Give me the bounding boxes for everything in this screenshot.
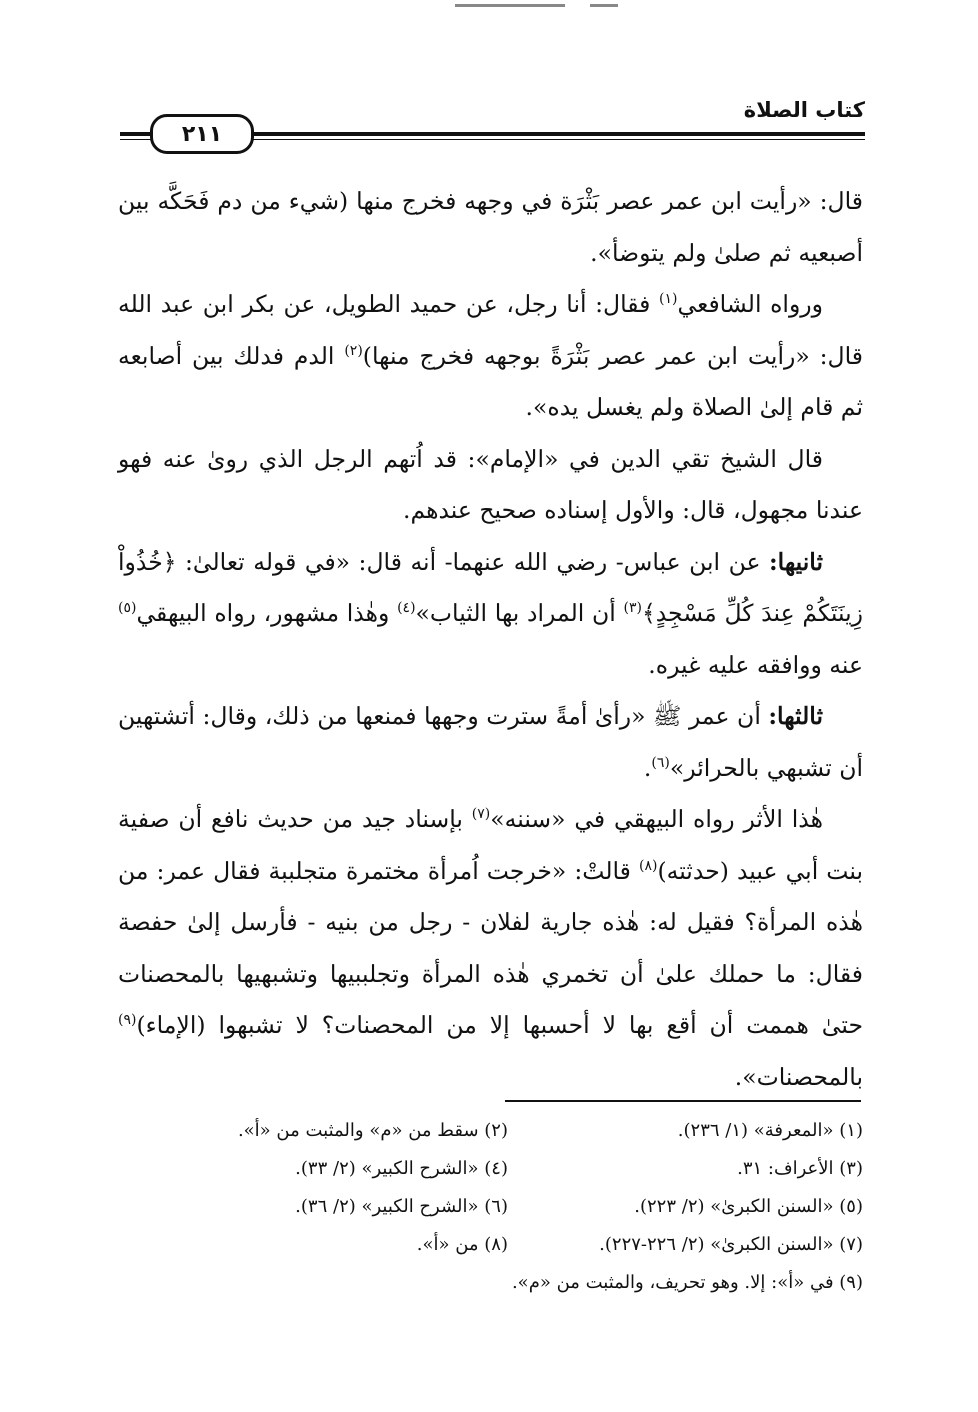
footnotes — [118, 1112, 863, 1302]
section-lead: ثانيها: — [769, 547, 823, 576]
section-lead: ثالثها: — [768, 702, 823, 730]
footnote: (١) «المعرفة» (١/ ٢٣٦). — [677, 1120, 863, 1141]
page-header — [120, 96, 865, 148]
footnote-ref[interactable]: (٧) — [471, 806, 491, 822]
footnote: (٧) «السنن الكبرىٰ» (٢/ ٢٢٦-٢٢٧). — [599, 1234, 863, 1255]
page-number-text: ٢١١ — [181, 121, 223, 147]
footnote-ref[interactable]: (٩) — [118, 1012, 137, 1028]
footnote-ref[interactable]: (٤) — [397, 600, 416, 616]
main-text — [118, 176, 863, 1103]
paragraph: ثالثها: أن عمر ﷺ «رأىٰ أمةً سترت وجهها فمنعها من ذلك، وقال: أتشتهين أن تشبهي بالحرائر»$^{(٦)}$. — [118, 702, 863, 782]
paragraph: قال الشيخ تقي الدين في «الإمام»: قد اُتهم الرجل الذي رویٰ عنه فهو عندنا مجهول، قال: والأول إسناده صحيح عندهم. — [118, 444, 863, 524]
footnote-ref[interactable]: (٢) — [344, 342, 363, 359]
paragraph: ثانيها: عن ابن عباس- رضي الله عنهما- أنه قال: «في قوله تعالىٰ: ﴿خُذُواْ زِينَتَكُمْ عِندَ كُلِّ مَسْجِدٍ﴾$^{(٣)}$ أن المراد بها الثياب»$^{(٤)}$ وهٰذا مشهور، رواه البيهقي$^{(٥)}$ عنه ووافقه عليه غيره. — [118, 547, 864, 679]
footnote: (٩) في «أ»: إلا. وهو تحريف، والمثبت من «م». — [511, 1272, 863, 1293]
footnote-row — [118, 1150, 863, 1188]
footnote: (٥) «السنن الكبرىٰ» (٢/ ٢٢٣). — [634, 1196, 863, 1217]
footnote-row — [118, 1112, 863, 1150]
footnote: (٦) «الشرح الكبير» (٢/ ٣٦). — [295, 1196, 508, 1217]
footnote-row — [118, 1188, 863, 1226]
page-number — [150, 114, 254, 154]
header-rule — [190, 132, 865, 140]
running-title: كتاب الصلاة — [743, 98, 865, 122]
footnote: (٢) سقط من «م» والمثبت من «أ». — [237, 1120, 508, 1141]
footnote-ref[interactable]: (٥) — [118, 600, 137, 616]
footnote-row — [118, 1226, 863, 1264]
footnote-ref[interactable]: (٦) — [651, 754, 670, 771]
top-edge-mark — [455, 4, 565, 7]
footnote-ref[interactable]: (٨) — [638, 857, 658, 874]
footnote: (٨) من «أ». — [416, 1234, 508, 1255]
paragraph: ورواه الشافعي$^{(١)}$ فقال: أنا رجل، عن حميد الطويل، عن بكر ابن عبد الله قال: «رأيت ابن عمر عصر بَثْرَةً بوجهه فخرج منها)$^{(٢)}$ الدم فدلك بين أصابعه ثم قام إلىٰ الصلاة ولم يغسل يده». — [118, 290, 863, 421]
footnote: (٤) «الشرح الكبير» (٢/ ٣٣). — [295, 1158, 508, 1179]
top-edge-mark — [590, 4, 618, 7]
footnote-separator — [505, 1100, 861, 1102]
footnote: (٣) الأعراف: ٣١. — [737, 1158, 863, 1179]
paragraph: قال: «رأيت ابن عمر عصر بَثْرَة في وجهه فخرج منها (شيء من دم فَحَكَّه بين أصبعيه ثم صلىٰ ولم يتوضأ». — [118, 187, 863, 267]
footnote-row — [118, 1264, 863, 1302]
footnote-ref[interactable]: (٣) — [623, 600, 642, 616]
footnote-ref[interactable]: (١) — [659, 291, 678, 307]
paragraph: هٰذا الأثر رواه البيهقي في «سننه»$^{(٧)}$ بإسناد جيد من حديث نافع أن صفية بنت أبي عبيد (حدثته)$^{(٨)}$ قالتْ: «خرجت اُمرأة مختمرة متجلببة فقال عمر: من هٰذه المرأة؟ فقيل له: هٰذه جارية لفلان - رجل من بنيه - فأرسل إلىٰ حفصة فقال: ما حملك علىٰ أن تخمري هٰذه المرأة وتجلببيها وتشبهيها بالمحصنات حتىٰ هممت أن أقع بها لا أحسبها إلا من المحصنات؟ لا تشبهوا (الإماء)$^{(٩)}$ بالمحصنات». — [118, 805, 864, 1091]
